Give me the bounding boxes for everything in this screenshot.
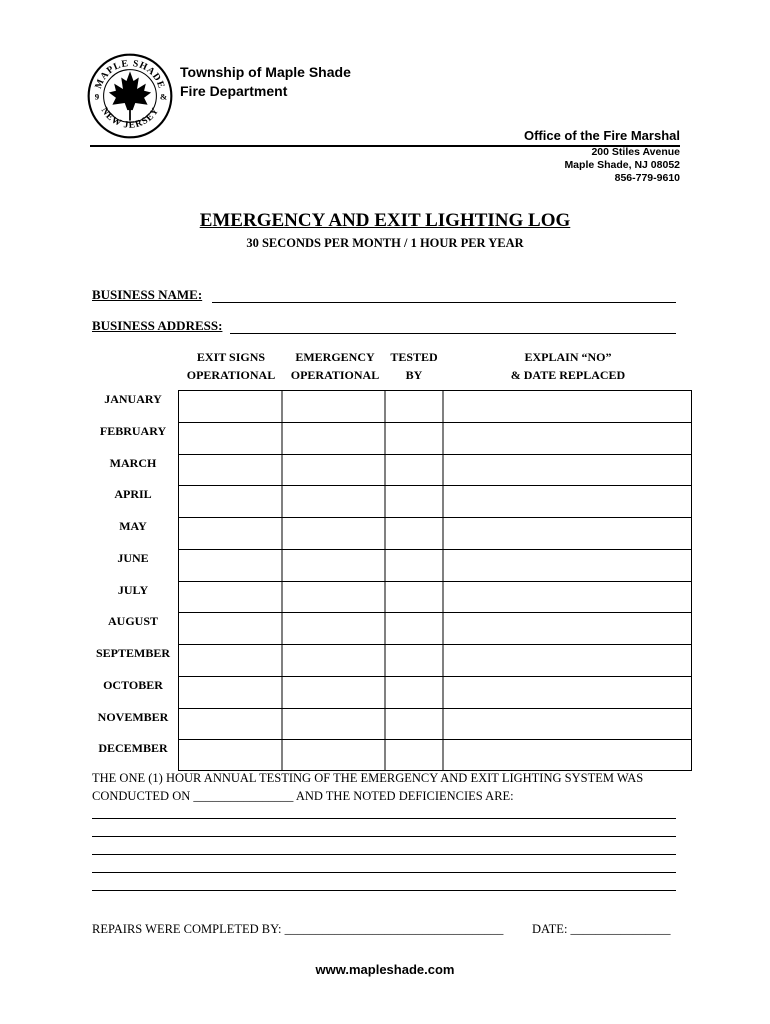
month-label: MARCH [109, 455, 157, 470]
office-title: Office of the Fire Marshal [523, 128, 680, 143]
month-label: JULY [117, 582, 149, 597]
month-label: JANUARY [104, 392, 162, 406]
month-label: JUNE [117, 550, 149, 565]
col-tested-by-header [386, 348, 442, 384]
deficiency-line[interactable] [92, 836, 676, 837]
month-label: NOVEMBER [97, 709, 169, 724]
col-explain-header [444, 348, 692, 384]
township-seal [86, 52, 174, 140]
col-exit-signs-header [180, 348, 282, 384]
repairs-completed-by[interactable]: REPAIRS WERE COMPLETED BY: ___________________________________ [92, 922, 504, 936]
col-exit-signs-line1: EXIT SIGNS [196, 350, 266, 364]
form-subtitle: 30 SECONDS PER MONTH / 1 HOUR PER YEAR [246, 236, 524, 250]
maple-leaf-icon [109, 71, 151, 120]
deficiency-line[interactable] [92, 818, 676, 819]
log-table-grid [178, 390, 692, 771]
seal-right-mark: & [159, 91, 168, 102]
col-tested-by-line2: BY [405, 368, 423, 382]
office-address-city: Maple Shade, NJ 08052 [564, 159, 680, 171]
seal-top-text: MAPLE SHADE [93, 57, 167, 91]
month-label: DECEMBER [98, 741, 168, 756]
col-emergency-line1: EMERGENCY [295, 350, 375, 364]
seal-bottom-text: NEW JERSEY [98, 105, 162, 131]
month-label: AUGUST [107, 614, 158, 629]
annual-test-line2: CONDUCTED ON ________________ AND THE NOTED DEFICIENCIES ARE: [92, 789, 514, 803]
business-address-label: BUSINESS ADDRESS: [92, 318, 223, 333]
col-emergency-line2: OPERATIONAL [290, 368, 380, 382]
website-url[interactable]: www.mapleshade.com [315, 962, 455, 977]
office-address-street: 200 Stiles Avenue [591, 146, 680, 158]
annual-test-line1: THE ONE (1) HOUR ANNUAL TESTING OF THE EMERGENCY AND EXIT LIGHTING SYSTEM WAS [92, 771, 644, 785]
business-address-field[interactable] [230, 333, 676, 334]
department-name: Fire Department [180, 83, 288, 99]
business-name-field[interactable] [212, 302, 676, 303]
col-emergency-header [284, 348, 386, 384]
seal-left-mark: 9 [94, 91, 100, 102]
deficiency-line[interactable] [92, 854, 676, 855]
col-tested-by-line1: TESTED [390, 350, 438, 364]
business-name-label: BUSINESS NAME: [92, 287, 203, 302]
col-exit-signs-line2: OPERATIONAL [186, 368, 276, 382]
month-label: MAY [119, 519, 147, 533]
township-name: Township of Maple Shade [180, 64, 351, 80]
deficiency-line[interactable] [92, 872, 676, 873]
repairs-date[interactable]: DATE: ________________ [532, 922, 671, 936]
form-title: EMERGENCY AND EXIT LIGHTING LOG [199, 210, 571, 231]
month-label: APRIL [114, 487, 152, 502]
col-explain-line2: & DATE REPLACED [510, 368, 626, 382]
month-label: FEBRUARY [99, 423, 167, 438]
deficiency-line[interactable] [92, 890, 676, 891]
office-phone: 856-779-9610 [614, 172, 680, 184]
grid-border [179, 391, 692, 771]
col-explain-line1: EXPLAIN “NO” [524, 350, 612, 364]
month-label: OCTOBER [103, 677, 163, 692]
month-label: SEPTEMBER [95, 646, 170, 660]
